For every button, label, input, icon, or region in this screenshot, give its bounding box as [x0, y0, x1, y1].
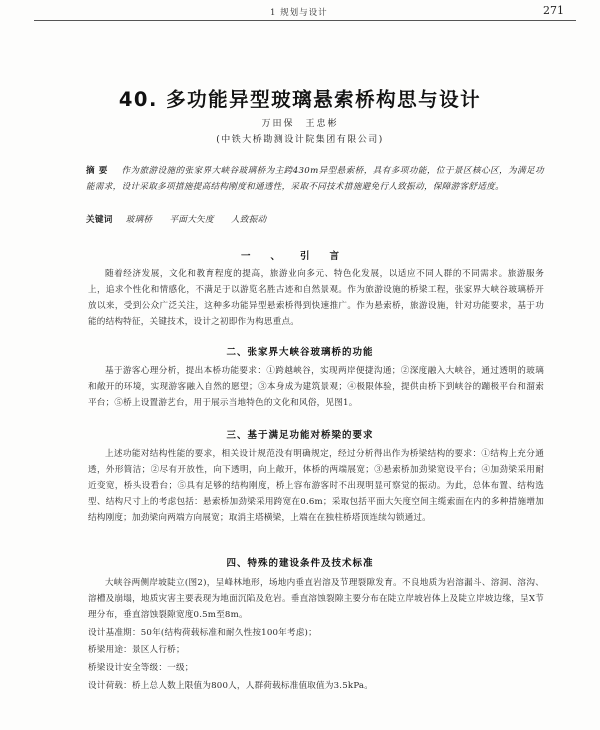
keyword: 玻璃桥	[125, 215, 153, 225]
spec-design-period: 设计基准期：50年(结构荷载标准和耐久性按100年考虑)；	[88, 628, 317, 638]
spec-safety-grade: 桥梁设计安全等级：一级；	[88, 663, 194, 673]
keyword: 人致振动	[231, 215, 267, 225]
section-heading-introduction	[0, 248, 600, 262]
affiliation: (中铁大桥勘测设计院集团有限公司)	[216, 135, 384, 145]
header-rule	[34, 20, 576, 21]
spec-design-load: 设计荷载：桥上总人数上限值为800人，人群荷载标准值取值为3.5kPa。	[88, 681, 374, 691]
section-heading-conditions: 四、特殊的建设条件及技术标准	[226, 558, 374, 569]
keywords-label: 关键词	[86, 215, 113, 225]
section-heading-functions: 二、张家界大峡谷玻璃桥的功能	[226, 347, 374, 358]
paper-title: 40. 多功能异型玻璃悬索桥构思与设计	[118, 88, 482, 111]
running-head	[0, 0, 600, 22]
abstract	[86, 163, 544, 195]
section-title: 引言	[300, 251, 360, 262]
paragraph: 随着经济发展，文化和教育程度的提高，旅游业向多元、特色化发展，以适应不同人群的不同需求。旅游服务上，追求个性化和情感化，不满足于以游览名胜古迹和自然景观。作为旅游设施的桥梁工程，张家界大峡谷玻璃桥开放以来，受到公众广泛关注，这种多功能异型悬索桥得到快速推广。作为悬索桥，旅游设施，针对功能要求，基于功能的结构特征，关键技术，设计之初即作为构思重点。	[88, 269, 544, 327]
paragraph: 上述功能对结构性能的要求，相关设计规范没有明确规定，经过分析得出作为桥梁结构的要求：①结构上充分通透，外形简洁；②尽有开放性，向下透明，向上敞开，体桥的两端展宽；③悬索桥加劲梁宽设平台；④加劲梁采用耐近变宽，桥头设看台；⑤具有足够的结构刚度，桥上容布游客时不出现明显可察觉的振动。为此，总体布置、结构选型、结构尺寸上的考虑包括：悬索桥加劲梁采用跨宽在0.6m；采取包括平面大矢度空间主缆索面在内的多种措施增加结构刚度；加劲梁向两端方向展宽；取消主塔横梁，上端在在独柱桥塔顶连续勾锁通过。	[88, 449, 544, 523]
keywords	[86, 213, 544, 225]
spec-bridge-use: 桥梁用途：景区人行桥；	[88, 645, 185, 655]
authors: 万田保 王忠彬	[261, 119, 339, 129]
paragraph: 大峡谷两侧岸坡陡立(图2)，呈峰林地形，场地内垂直岩溶及节理裂隙发育。不良地质为岩溶漏斗、溶洞、溶沟、溶槽及崩塌，地质灾害主要表现为地面沉陷及危岩。垂直溶蚀裂隙主要分布在陡立岸坡岩体上及陡立岸坡边缘，呈X节理分布，垂直溶蚀裂隙宽度0.5m至8m。	[88, 578, 544, 620]
keyword: 平面大矢度	[169, 215, 214, 225]
section-heading-requirements: 三、基于满足功能对桥梁的要求	[226, 430, 374, 441]
abstract-label: 摘要	[86, 166, 112, 176]
section-number: 一、	[240, 251, 300, 262]
paragraph: 基于游客心理分析，提出本桥功能要求：①跨越峡谷，实现两岸便捷沟通；②深度融入大峡谷，通过透明的玻璃和敞开的环境，实现游客融入自然的愿望；③本身成为建筑景观；④极限体验，提供由桥下到峡谷的蹦极平台和溜索平台；⑤桥上设置游艺台，用于展示当地特色的文化和风俗，见图1。	[88, 366, 544, 408]
abstract-text: 作为旅游设施的张家界大峡谷玻璃桥为主跨430m异型悬索桥，具有多项功能，位于景区核心区，为满足功能需求，设计采取多项措施提高结构刚度和通透性，采取不同技术措施避免行人致振动，保障游客舒适度。	[86, 166, 544, 192]
page-number: 271	[543, 4, 564, 17]
running-head-section: 1 规划与设计	[270, 8, 328, 18]
